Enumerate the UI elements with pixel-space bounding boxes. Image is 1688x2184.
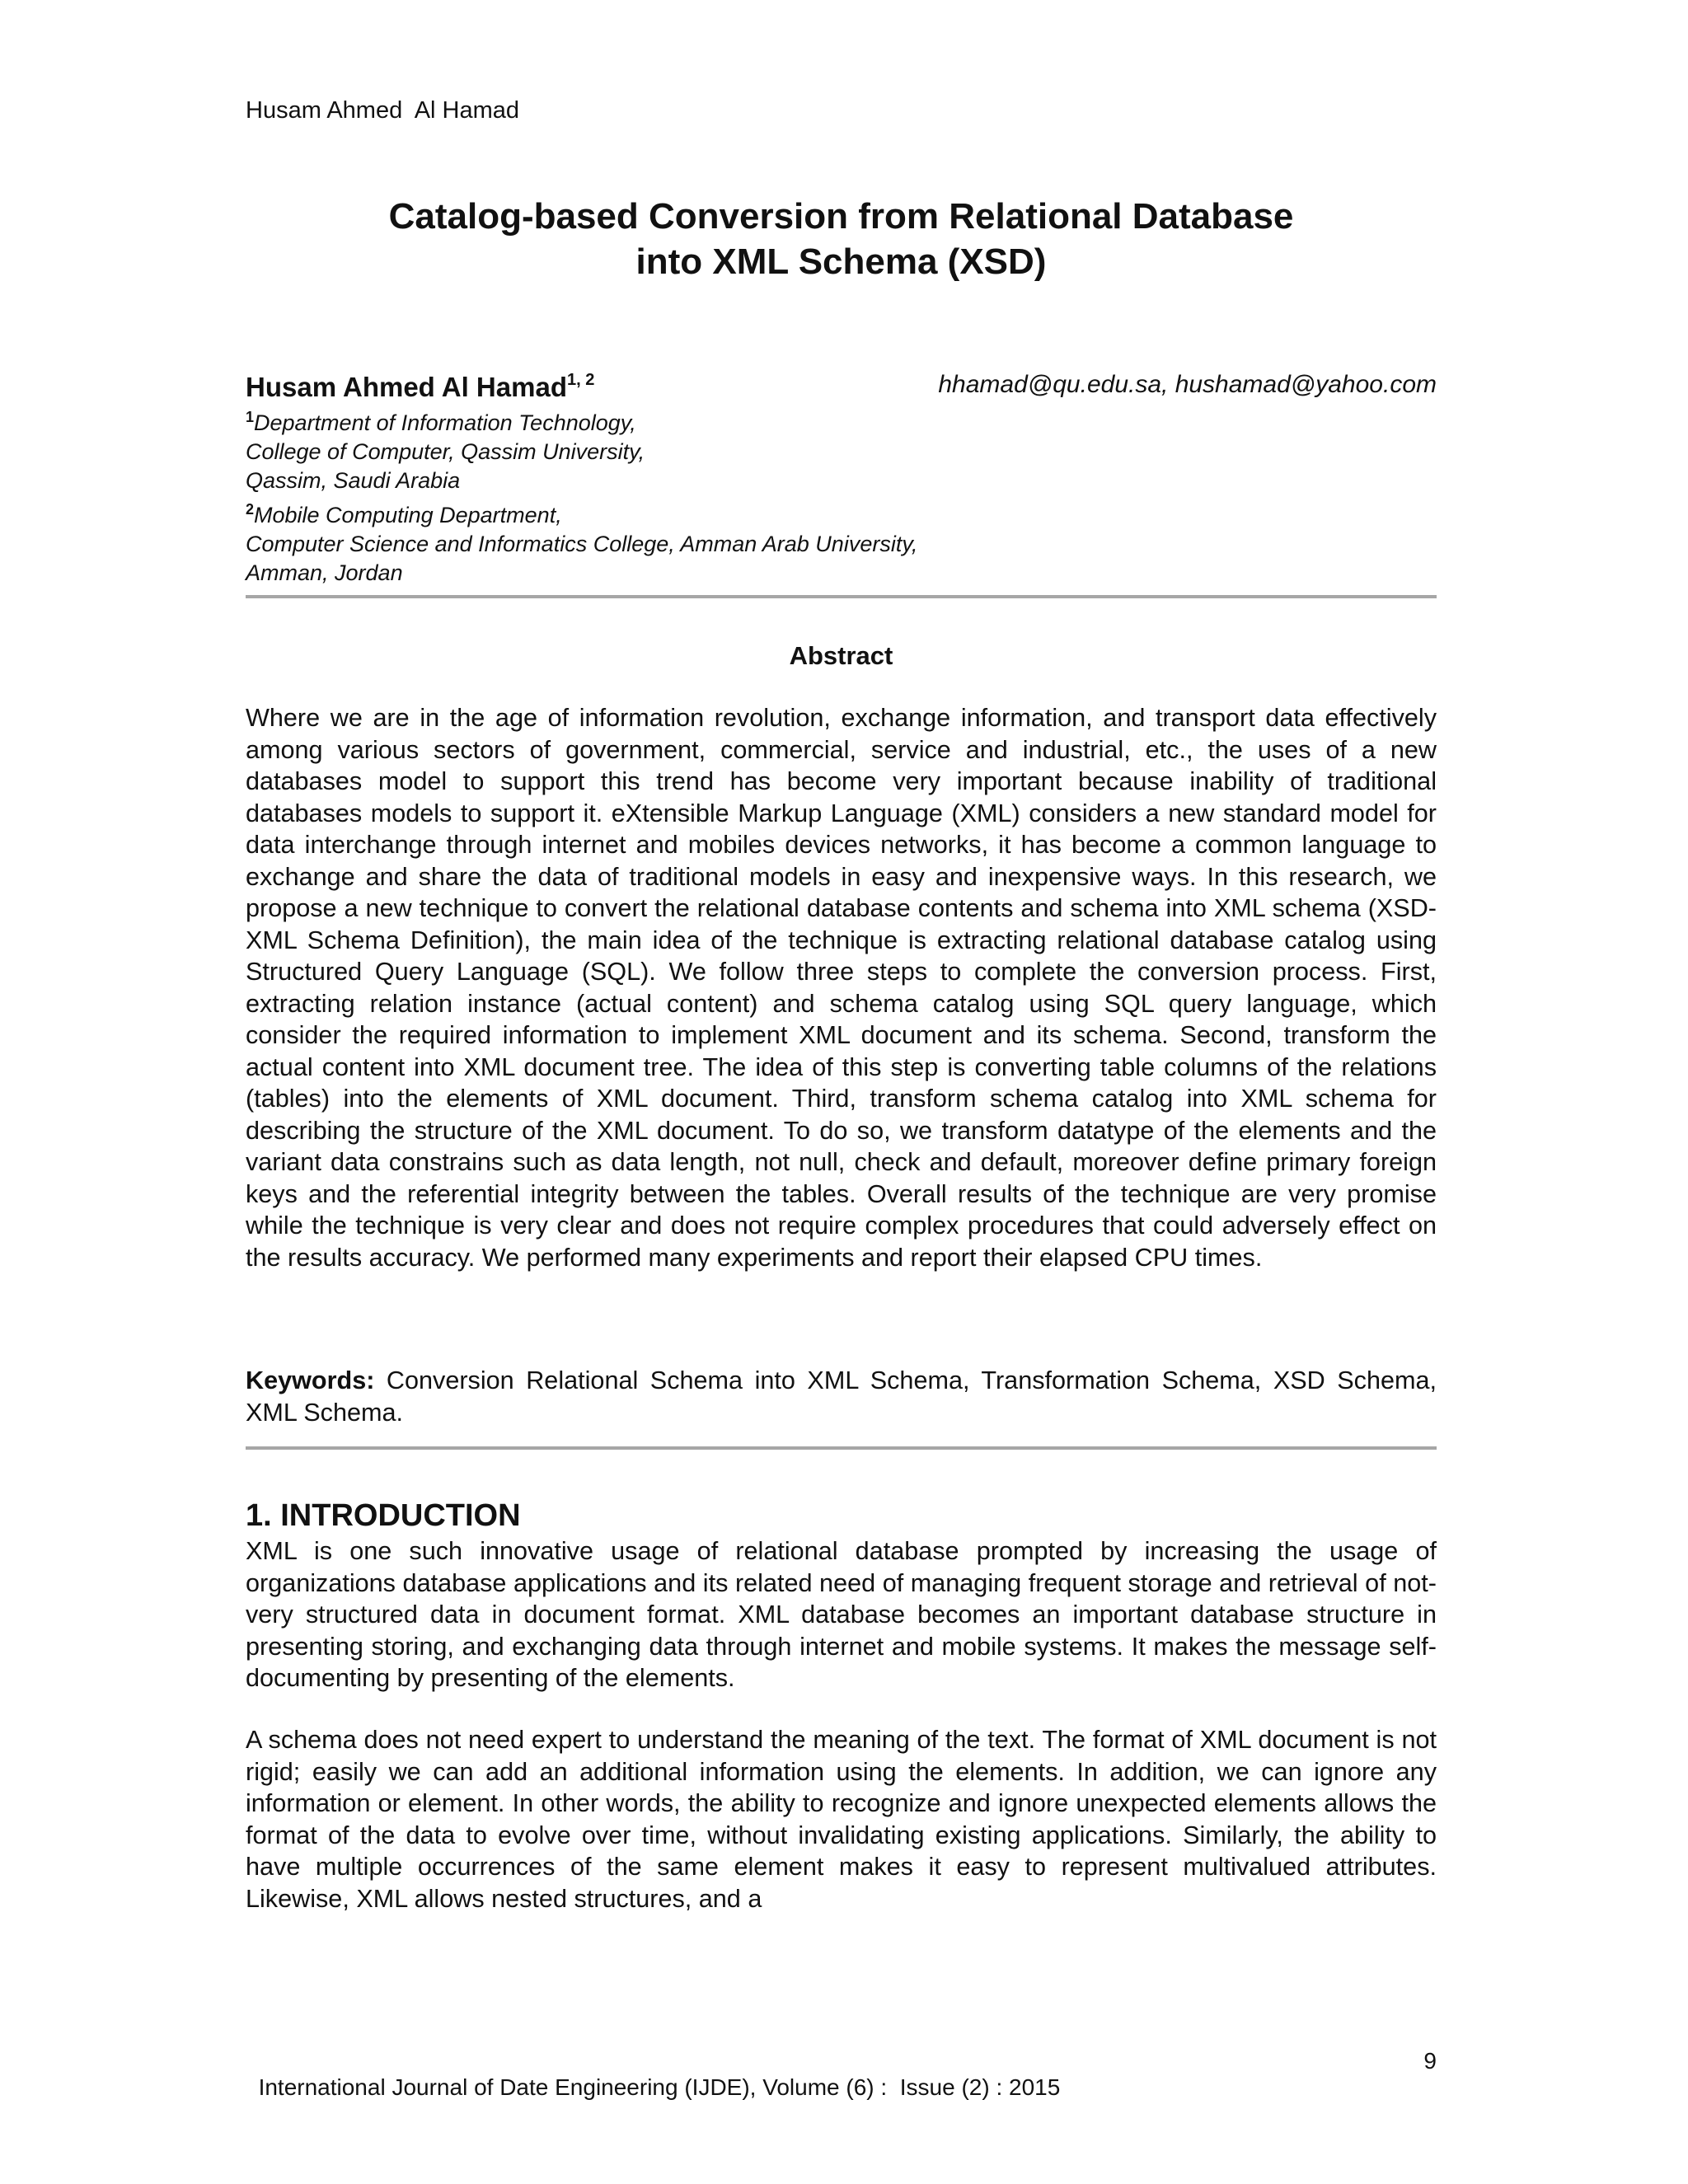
affiliation-line: Mobile Computing Department,	[254, 503, 562, 527]
page-footer	[246, 2048, 1437, 2127]
title-line-1: Catalog-based Conversion from Relational Database	[388, 196, 1294, 237]
affiliation-line: Amman, Jordan	[246, 560, 403, 585]
affiliation-mark-2: 2	[246, 501, 255, 518]
affiliation-1	[246, 403, 1437, 495]
keywords-label: Keywords:	[246, 1366, 375, 1394]
abstract-text: Where we are in the age of information revolution, exchange information, and transport data effectively among various sectors of government, commercial, service and industrial, etc., the uses of a new databases model to support this trend has become very important because inability of traditional databases models to support it. eXtensible Markup Language (XML) considers a new standard model for data interchange through internet and mobiles devices networks, it has become a common language to exchange and share the data of traditional models in easy and inexpensive ways. In this research, we propose a new technique to convert the relational database contents and schema into XML schema (XSD- XML Schema Definition), the main idea of the technique is extracting relational database catalog using Structured Query Language (SQL). We follow three steps to complete the conversion process. First, extracting relation instance (actual content) and schema catalog using SQL query language, which consider the required information to implement XML document and its schema. Second, transform the actual content into XML document tree. The idea of this step is converting table columns of the relations (tables) into the elements of XML document. Third, transform schema catalog into XML schema for describing the structure of the XML document. To do so, we transform datatype of the elements and the variant data constrains such as data length, not null, check and default, moreover define primary foreign keys and the referential integrity between the tables. Overall results of the technique are very promise while the technique is very clear and does not require complex procedures that could adversely effect on the results accuracy. We performed many experiments and report their elapsed CPU times.	[246, 704, 1437, 1272]
affiliation-mark-1: 1	[246, 409, 255, 425]
affiliation-line: College of Computer, Qassim University,	[246, 439, 645, 464]
affiliation-line: Qassim, Saudi Arabia	[246, 468, 461, 493]
footer-journal: International Journal of Date Engineering (IJDE), Volume (6) : Issue (2) : 2015	[258, 2074, 1061, 2100]
intro-paragraph-1: XML is one such innovative usage of relational database prompted by increasing the usage of organizations database applications and its related need of managing frequent storage and retrieval of not-very structured data in document format. XML database becomes an important database structure in presenting storing, and exchanging data through internet and mobile systems. It makes the message self-documenting by presenting of the elements.	[246, 1537, 1437, 1692]
author-name-text: Husam Ahmed Al Hamad	[246, 372, 567, 402]
affiliation-2	[246, 495, 1437, 588]
abstract-heading: Abstract	[789, 641, 893, 670]
page-number: 9	[1423, 2048, 1437, 2074]
author-emails: hhamad@qu.edu.sa, hushamad@yahoo.com	[938, 371, 1437, 398]
keywords	[246, 1365, 1437, 1428]
intro-paragraph-2: A schema does not need expert to understand the meaning of the text. The format of XML document is not rigid; easily we can add an additional information using the elements. In addition, we can ignore any information or element. In other words, the ability to recognize and ignore unexpected elements allows the format of the data to evolve over time, without invalidating existing applications. Similarly, the ability to have multiple occurrences of the same element makes it easy to represent multivalued attributes. Likewise, XML allows nested structures, and a	[246, 1726, 1437, 1913]
divider-top	[246, 595, 1437, 598]
affiliation-line: Department of Information Technology,	[254, 410, 636, 435]
author-block	[246, 371, 1437, 588]
author-superscript: 1, 2	[566, 371, 595, 389]
title-line-2: into XML Schema (XSD)	[635, 241, 1047, 282]
paper-title	[246, 194, 1437, 284]
affiliation-line: Computer Science and Informatics College, Amman Arab University,	[246, 532, 918, 556]
section-heading-introduction: 1. INTRODUCTION	[246, 1498, 521, 1533]
keywords-text: Conversion Relational Schema into XML Schema, Transformation Schema, XSD Schema, XML Schema.	[246, 1366, 1437, 1427]
running-head: Husam Ahmed Al Hamad	[246, 97, 520, 124]
divider-bottom	[246, 1446, 1437, 1450]
